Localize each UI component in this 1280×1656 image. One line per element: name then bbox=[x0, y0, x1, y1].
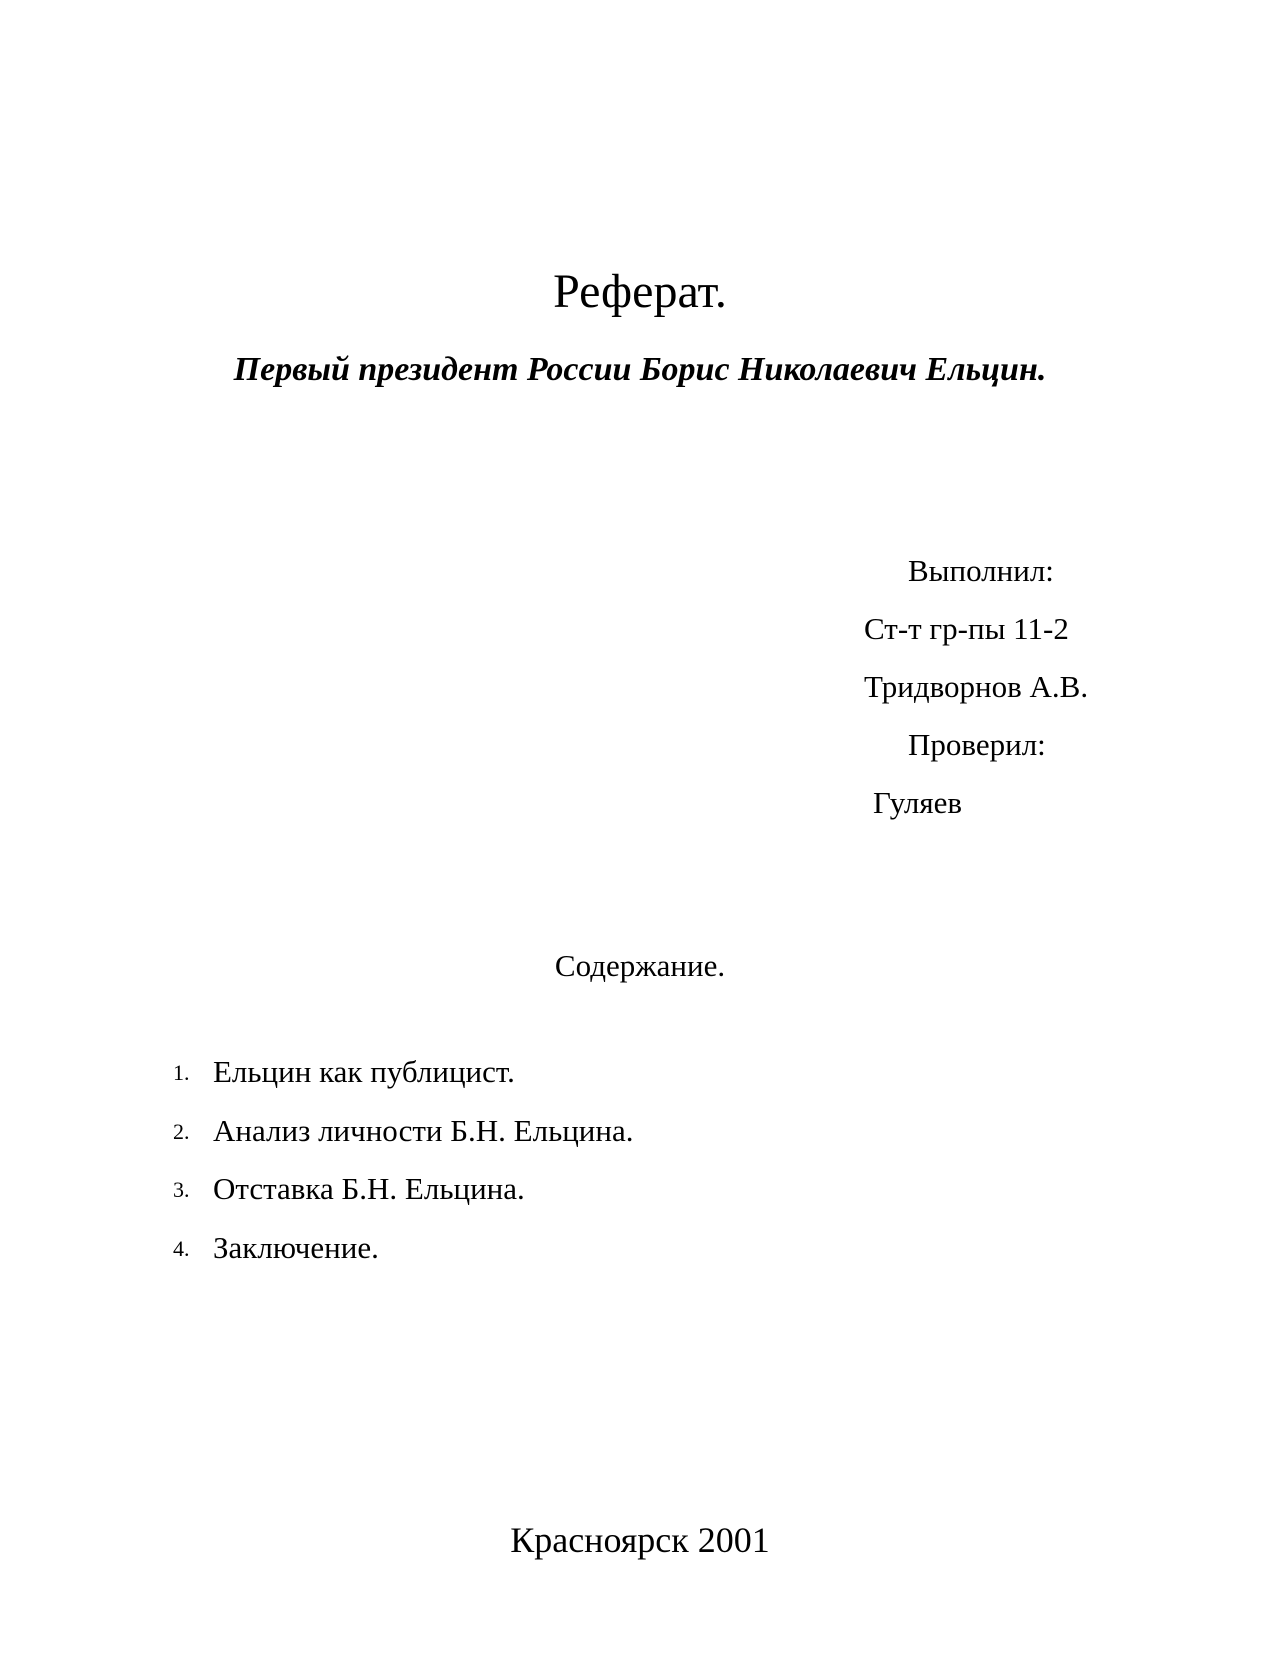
contents-item-text: Заключение. bbox=[213, 1230, 379, 1266]
contents-item bbox=[0, 1052, 1280, 1111]
contents-item bbox=[0, 1169, 1280, 1228]
student-group: Ст-т гр-пы 11-2 bbox=[864, 611, 1069, 646]
checked-label: Проверил: bbox=[908, 727, 1046, 762]
footer-city-year: Красноярск 2001 bbox=[510, 1520, 770, 1560]
contents-item-number: 2. bbox=[173, 1118, 190, 1144]
contents-item bbox=[0, 1228, 1280, 1287]
contents-item-number: 1. bbox=[173, 1060, 190, 1085]
performed-label: Выполнил: bbox=[908, 553, 1054, 588]
document-subtitle: Первый президент России Борис Николаевич Ельцин. bbox=[233, 351, 1047, 388]
contents-heading: Содержание. bbox=[554, 948, 726, 983]
contents-item-text: Отставка Б.Н. Ельцина. bbox=[213, 1171, 525, 1207]
student-name: Тридворнов А.В. bbox=[864, 669, 1089, 704]
contents-item-text: Ельцин как публицист. bbox=[213, 1054, 515, 1089]
contents-list bbox=[0, 1052, 1280, 1287]
contents-item bbox=[0, 1111, 1280, 1170]
contents-item-text: Анализ личности Б.Н. Ельцина. bbox=[213, 1112, 634, 1148]
contents-item-number: 3. bbox=[173, 1177, 190, 1203]
contents-item-number: 4. bbox=[173, 1236, 190, 1262]
document-title: Реферат. bbox=[553, 265, 727, 318]
teacher-name: Гуляев bbox=[873, 785, 963, 820]
